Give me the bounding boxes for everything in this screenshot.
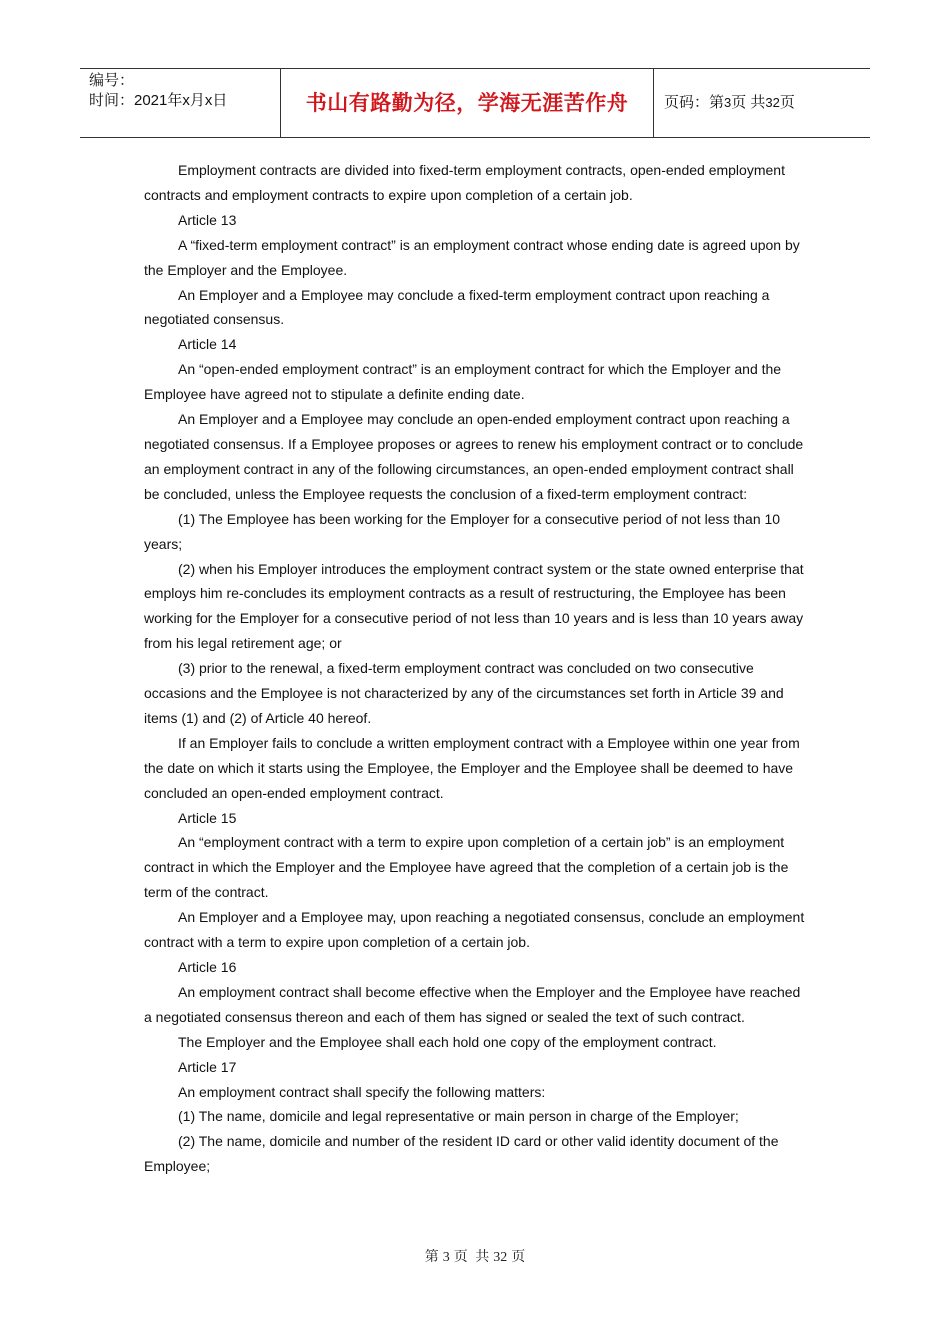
paragraph: If an Employer fails to conclude a written employment contract with a Employee within one year from the date on which it starts using the Employee, the Employer and the Employee shall be deemed to have concluded an open-ended employment contract.	[144, 734, 800, 801]
paragraph: An Employer and a Employee may, upon reaching a negotiated consensus, conclude an employment contract with a term to expire upon completion of a certain job.	[144, 909, 805, 951]
list-item: (2) The name, domicile and number of the resident ID card or other valid identity document of the Employee;	[144, 1133, 779, 1175]
paragraph: An employment contract shall become effective when the Employer and the Employee have reached a negotiated consensus thereon and each of them has signed or sealed the text of such contract.	[144, 983, 801, 1025]
article-heading: Article 14	[178, 336, 237, 353]
header-page-suffix: 页	[779, 94, 795, 111]
header-info-cell	[80, 69, 281, 137]
document-number-label: 编号：	[89, 72, 135, 89]
footer-page-current: 3	[442, 1250, 450, 1265]
footer-page-mid: 页 共	[453, 1250, 490, 1265]
paragraph: An “open-ended employment contract” is an employment contract for which the Employer and the Employee have agreed not to stipulate a definite ending date.	[144, 361, 782, 403]
header-page-indicator	[654, 69, 870, 137]
footer-page-suffix: 页	[511, 1250, 526, 1265]
document-date: 时间：2021年x月x日	[89, 92, 228, 109]
paragraph: An employment contract shall specify the following matters:	[178, 1083, 546, 1100]
page-header	[80, 68, 870, 138]
document-body	[144, 158, 808, 1179]
header-page-current: 3	[724, 95, 732, 110]
page-footer	[0, 1246, 950, 1266]
list-item: (2) when his Employer introduces the employment contract system or the state owned enterprise that employs him re-concludes its employment contracts as a result of restructuring, the Employee has been working for the Employer for a consecutive period of not less than 10 years and is less than 10 years away from his legal retirement age; or	[144, 560, 804, 652]
paragraph: The Employer and the Employee shall each hold one copy of the employment contract.	[178, 1033, 717, 1050]
paragraph: An Employer and a Employee may conclude a fixed-term employment contract upon reaching a negotiated consensus.	[144, 286, 770, 328]
article-heading: Article 16	[178, 959, 237, 975]
paragraph: A “fixed-term employment contract” is an employment contract whose ending date is agreed upon by the Employer and the Employee.	[144, 236, 800, 278]
paragraph: An “employment contract with a term to expire upon completion of a certain job” is an employment contract in which the Employer and the Employee have agreed that the completion of a certain job is the term of the contract.	[144, 834, 789, 901]
header-page-prefix: 页码：第	[664, 94, 725, 111]
footer-page-prefix: 第	[424, 1250, 439, 1265]
article-heading: Article 13	[178, 211, 237, 228]
header-page-mid: 页 共	[731, 94, 766, 111]
footer-page-total: 32	[493, 1250, 508, 1265]
paragraph: An Employer and a Employee may conclude an open-ended employment contract upon reaching a negotiated consensus. If a Employee proposes or agrees to renew his employment contract or to conclude an employment contract in any of the following circumstances, an open-ended employment contract shall be concluded, unless the Employee requests the conclusion of a fixed-term employment contract:	[144, 411, 804, 502]
header-page-total: 32	[765, 95, 780, 110]
list-item: (3) prior to the renewal, a fixed-term employment contract was concluded on two consecutive occasions and the Employee is not characterized by any of the circumstances set forth in Article 39 and items (1) and (2) of Article 40 hereof.	[144, 660, 784, 726]
header-motto: 书山有路勤为径，学海无涯苦作舟	[281, 69, 654, 137]
paragraph: Employment contracts are divided into fixed-term employment contracts, open-ended employment contracts and employment contracts to expire upon completion of a certain job.	[144, 162, 785, 203]
list-item: (1) The name, domicile and legal representative or main person in charge of the Employer;	[178, 1108, 739, 1125]
article-heading: Article 17	[178, 1058, 237, 1075]
list-item: (1) The Employee has been working for the Employer for a consecutive period of not less than 10 years;	[144, 510, 781, 552]
article-heading: Article 15	[178, 809, 237, 826]
